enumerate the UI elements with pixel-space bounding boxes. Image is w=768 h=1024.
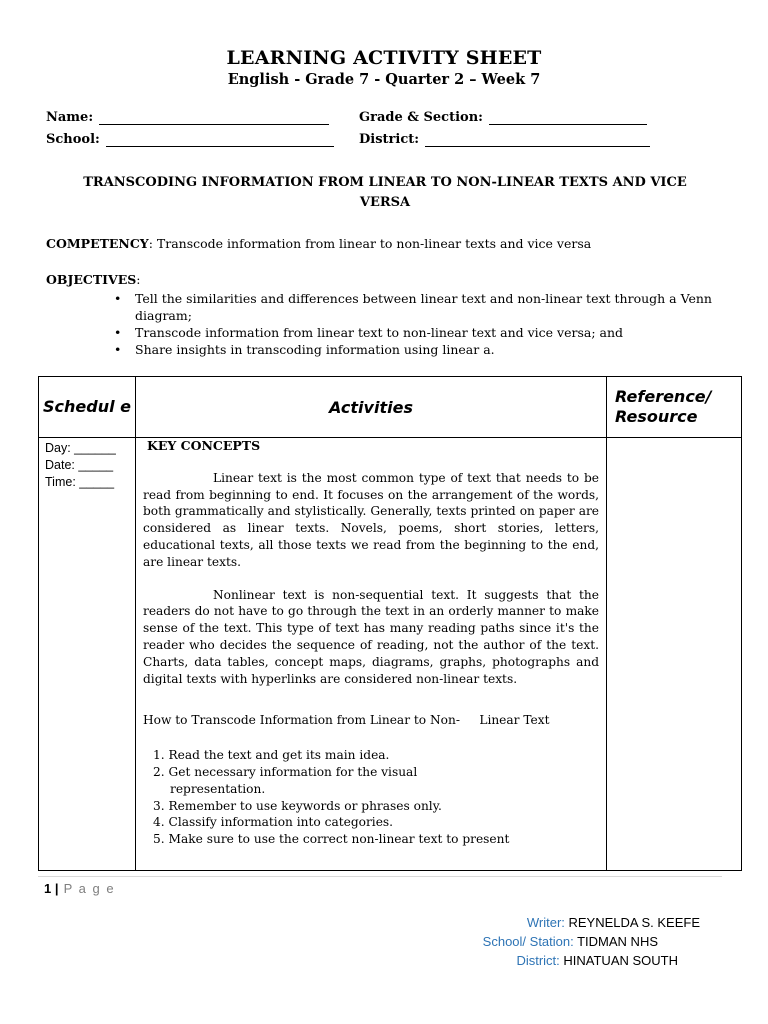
day-field: Day: ______ [45, 441, 116, 455]
writer-label: Writer: [526, 915, 565, 930]
key-concepts-heading: KEY CONCEPTS [147, 438, 261, 453]
competency-label: COMPETENCY [46, 236, 149, 251]
step-item: 3. Remember to use keywords or phrases only. [153, 798, 442, 813]
name-line [99, 112, 329, 125]
steps-list [143, 747, 599, 848]
objectives-colon: : [136, 272, 141, 287]
district-line [425, 134, 650, 147]
district-credit-label: District: [516, 953, 560, 968]
date-field: Date: _____ [45, 458, 114, 472]
page-number [44, 881, 115, 896]
district-credit-value: HINATUAN SOUTH [559, 953, 678, 968]
name-label: Name: [46, 110, 94, 125]
page-number-value: 1 | [44, 881, 59, 896]
grade-line [489, 112, 647, 125]
linear-text-paragraph: Linear text is the most common type of text that needs to be read from beginning to end. It focuses on the arrangement of the words, both grammatically and stylistically. Generally, texts printed on paper are considered as linear texts. Novels, poems, short stories, letters, educational texts, all those texts we read from the beginning to the end, are linear texts. [143, 470, 599, 569]
district-label: District: [359, 132, 420, 147]
grade-label: Grade & Section: [359, 110, 483, 125]
page-word: P a g e [58, 881, 116, 896]
step-item: 1. Read the text and get its main idea. [153, 748, 390, 763]
school-label: School: [46, 132, 100, 147]
school-line [106, 134, 334, 147]
competency [46, 236, 591, 251]
step-item-continuation: representation. [170, 781, 266, 796]
howto-heading: How to Transcode Information from Linear to Non- Linear Text [143, 713, 550, 728]
reference-header: Reference/ Resource [607, 377, 742, 438]
district-field [359, 132, 650, 147]
time-field: Time: _____ [45, 475, 115, 489]
activities-header: Activities [136, 377, 607, 438]
schedule-cell [39, 438, 136, 871]
name-field [46, 110, 329, 125]
objectives-label: OBJECTIVES [46, 272, 137, 287]
reference-cell [607, 438, 742, 871]
activities-cell [136, 438, 607, 871]
activity-table [38, 376, 742, 871]
objective-item: • Transcode information from linear text to non-linear text and vice versa; and [110, 324, 720, 341]
sheet-title: LEARNING ACTIVITY SHEET [226, 47, 542, 69]
objective-item: • Share insights in transcoding information using linear a. [110, 341, 720, 358]
station-label: School/ Station: [482, 934, 574, 949]
schedule-header: Schedul e [39, 377, 136, 438]
objectives-heading [46, 272, 140, 287]
sheet-subtitle: English - Grade 7 - Quarter 2 – Week 7 [227, 71, 541, 88]
objective-item: • Tell the similarities and differences between linear text and non-linear text through a Venn diagram; [110, 290, 720, 324]
objectives-list [110, 290, 720, 358]
step-item: 2. Get necessary information for the visual [153, 764, 418, 779]
nonlinear-text-paragraph: Nonlinear text is non-sequential text. It suggests that the readers do not have to go through the text in an orderly manner to make sense of the text. This type of text has many reading paths since it's the reader who decides the sequence of reading, not the author of the text. Charts, data tables, concept maps, diagrams, graphs, photographs and digital texts with hyperlinks are considered non-linear texts. [143, 587, 599, 686]
competency-text: : Transcode information from linear to non-linear texts and vice versa [148, 236, 592, 251]
grade-section-field [359, 110, 647, 125]
table-row [39, 438, 742, 871]
footer-divider [38, 876, 722, 877]
school-field [46, 132, 334, 147]
credits [380, 913, 700, 970]
writer-value: REYNELDA S. KEEFE [564, 915, 700, 930]
step-item: 5. Make sure to use the correct non-linear text to present [153, 832, 510, 847]
station-value: TIDMAN NHS [573, 934, 658, 949]
table-header-row [39, 377, 742, 438]
lesson-title: TRANSCODING INFORMATION FROM LINEAR TO NON-LINEAR TEXTS AND VICE VERSA [83, 175, 687, 210]
step-item: 4. Classify information into categories. [153, 815, 394, 830]
